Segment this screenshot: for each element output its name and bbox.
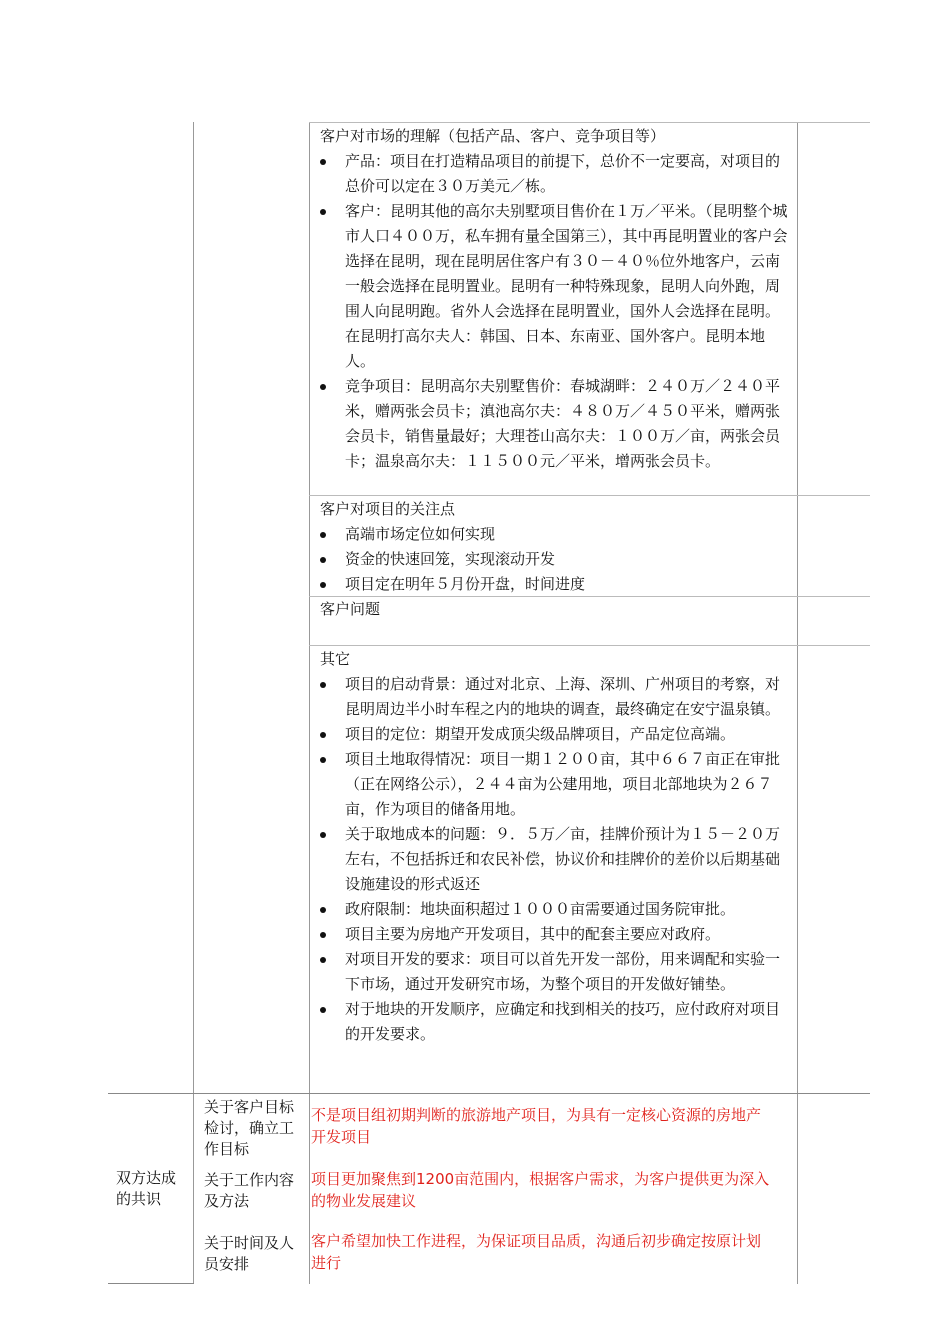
consensus-text-goal: 不是项目组初期判断的旅游地产项目，为具有一定核心资源的房地产开发项目 xyxy=(311,1106,762,1146)
bullet-icon xyxy=(320,209,326,215)
table-border-left xyxy=(193,122,194,1284)
project-focus-heading: 客户对项目的关注点 xyxy=(320,500,456,518)
client-questions-section xyxy=(312,597,792,622)
list-item: 产品：项目在打造精品项目的前提下，总价不一定要高，对项目的总价可以定在３０万美元／栋。 xyxy=(312,149,792,199)
bullet-icon xyxy=(320,757,326,763)
bullet-icon xyxy=(320,957,326,963)
list-item: 项目主要为房地产开发项目，其中的配套主要应对政府。 xyxy=(312,922,792,947)
market-understanding-section xyxy=(312,124,792,474)
table-border-right xyxy=(797,122,798,1284)
consensus-label: 双方达成的共识 xyxy=(116,1169,177,1208)
list-item: 关于取地成本的问题：９．５万／亩，挂牌价预计为１５－２０万左右，不包括拆迁和农民补偿，协议价和挂牌价的差价以后期基础设施建设的形式返还 xyxy=(312,822,792,897)
bullet-icon xyxy=(320,384,326,390)
list-item: 对于地块的开发顺序，应确定和找到相关的技巧，应付政府对项目的开发要求。 xyxy=(312,997,792,1047)
list-item: 对项目开发的要求：项目可以首先开发一部份，用来调配和实验一下市场，通过开发研究市场，为整个项目的开发做好铺垫。 xyxy=(312,947,792,997)
list-item: 客户：昆明其他的高尔夫别墅项目售价在１万／平米。（昆明整个城市人口４００万，私车拥有量全国第三），其中再昆明置业的客户会选择在昆明，现在昆明居住客户有３０－４０％位外地客户，云南一般会选择在昆明置业。昆明有一种特殊现象，昆明人向外跑，周围人向昆明跑。省外人会选择在昆明置业，国外人会选择在昆明。在昆明打高尔夫人：韩国、日本、东南亚、国外客户。昆明本地人。 xyxy=(312,199,792,374)
list-item: 竞争项目：昆明高尔夫别墅售价：春城湖畔：２４０万／２４０平米，赠两张会员卡；滇池高尔夫：４８０万／４５０平米，赠两张会员卡，销售量最好；大理苍山高尔夫：１００万／亩，两张会员卡；温泉高尔夫：１１５００元／平米，增两张会员卡。 xyxy=(312,374,792,474)
list-item: 高端市场定位如何实现 xyxy=(312,522,792,547)
market-understanding-list xyxy=(312,149,792,474)
consensus-topic-goal: 关于客户目标检讨，确立工作目标 xyxy=(204,1098,295,1158)
project-focus-section xyxy=(312,497,792,597)
other-section xyxy=(312,647,792,1047)
row-divider-3 xyxy=(309,645,870,646)
bullet-icon xyxy=(320,732,326,738)
consensus-topic-schedule: 关于时间及人员安排 xyxy=(204,1234,295,1273)
bullet-icon xyxy=(320,557,326,563)
list-item: 资金的快速回笼，实现滚动开发 xyxy=(312,547,792,572)
bullet-icon xyxy=(320,582,326,588)
row-divider-top xyxy=(309,122,870,123)
client-questions-heading: 客户问题 xyxy=(320,600,381,618)
bullet-icon xyxy=(320,159,326,165)
bullet-icon xyxy=(320,532,326,538)
market-understanding-heading: 客户对市场的理解（包括产品、客户、竞争项目等） xyxy=(320,127,666,145)
bullet-icon xyxy=(320,932,326,938)
list-item: 项目定在明年５月份开盘，时间进度 xyxy=(312,572,792,597)
list-item: 项目土地取得情况：项目一期１２００亩，其中６６７亩正在审批（正在网络公示），２４４亩为公建用地，项目北部地块为２６７亩，作为项目的储备用地。 xyxy=(312,747,792,822)
row-divider-1 xyxy=(309,495,870,496)
list-item: 政府限制：地块面积超过１０００亩需要通过国务院审批。 xyxy=(312,897,792,922)
row-divider-consensus xyxy=(108,1093,870,1094)
table-border-bottom xyxy=(108,1283,194,1284)
bullet-icon xyxy=(320,682,326,688)
list-item: 项目的启动背景：通过对北京、上海、深圳、广州项目的考察，对昆明周边半小时车程之内的地块的调查，最终确定在安宁温泉镇。 xyxy=(312,672,792,722)
other-list xyxy=(312,672,792,1047)
table-border-inner xyxy=(309,122,310,1284)
consensus-text-schedule: 客户希望加快工作进程，为保证项目品质，沟通后初步确定按原计划进行 xyxy=(311,1232,762,1272)
bullet-icon xyxy=(320,907,326,913)
list-item: 项目的定位：期望开发成顶尖级品牌项目，产品定位高端。 xyxy=(312,722,792,747)
other-heading: 其它 xyxy=(320,650,351,668)
project-focus-list xyxy=(312,522,792,597)
bullet-icon xyxy=(320,832,326,838)
bullet-icon xyxy=(320,1007,326,1013)
consensus-text-method: 项目更加聚焦到1200亩范围内，根据客户需求，为客户提供更为深入的物业发展建议 xyxy=(311,1170,770,1210)
consensus-topic-method: 关于工作内容及方法 xyxy=(204,1171,295,1210)
